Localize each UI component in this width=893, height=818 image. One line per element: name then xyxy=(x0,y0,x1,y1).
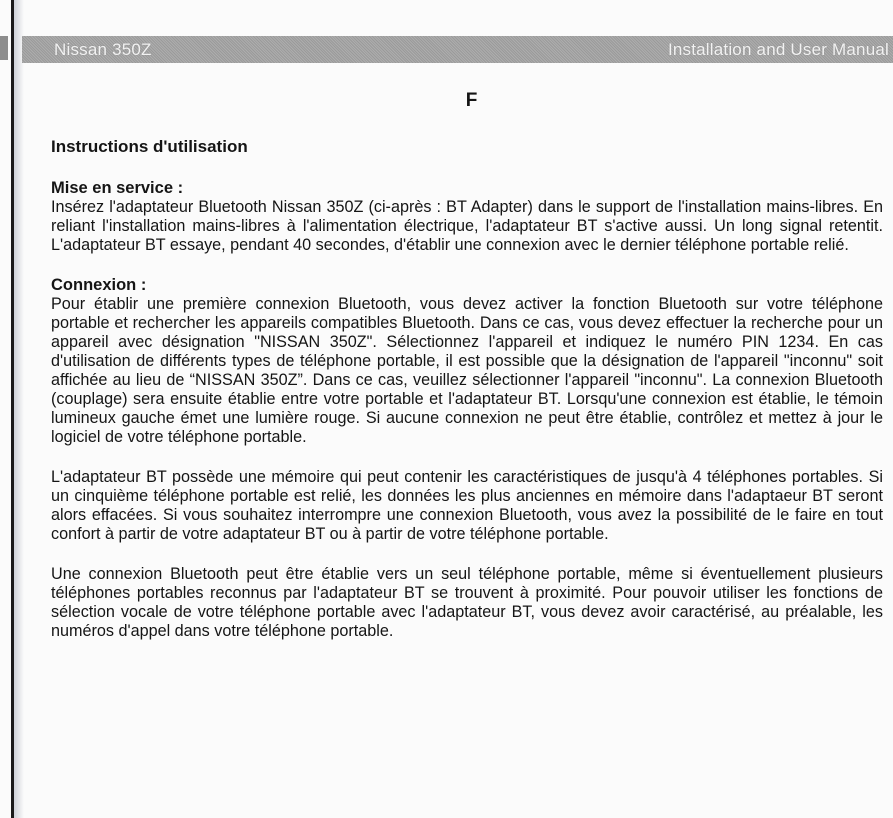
header-product-name: Nissan 350Z xyxy=(54,39,152,59)
page-title: Instructions d'utilisation xyxy=(51,137,248,156)
paragraph-single-connection xyxy=(51,565,883,641)
body-paragraph: Une connexion Bluetooth peut être établie vers un seul téléphone portable, même si éventuellement plusieurs téléphones portables reconnus par l'adaptateur BT se trouvent à proximité. Pour pouvoir utiliser les fonctions de sélection vocale de votre téléphone portable avec l'adaptateur BT, vous devez avoir caractérisé, au préalable, les numéros d'appel dans votre téléphone portable. xyxy=(51,565,883,640)
section-mise-en-service xyxy=(51,179,883,255)
page-binding-shadow xyxy=(14,0,24,818)
section-body: Pour établir une première connexion Bluetooth, vous devez activer la fonction Bluetooth sur votre téléphone portable et rechercher les appareils compatibles Bluetooth. Dans ce cas, vous devez effectuer la recherche pour un appareil avec désignation "NISSAN 350Z". Sélectionnez l'appareil et indiquez le numéro PIN 1234. En cas d'utilisation de différents types de téléphone portable, il est possible que la désignation de l'appareil "inconnu" soit affichée au lieu de “NISSAN 350Z”. Dans ce cas, veuillez sélectionner l'appareil "inconnu". La connexion Bluetooth (couplage) sera ensuite établie entre votre portable et l'adaptateur BT. Lorsqu'une connexion est établie, le témoin lumineux gauche émet une lumière rouge. Si aucune connexion ne peut être établie, contrôlez et mettez à jour le logiciel de votre téléphone portable. xyxy=(51,295,883,446)
paragraph-memory xyxy=(51,468,883,544)
page-content xyxy=(51,137,883,662)
section-heading: Mise en service : xyxy=(51,179,184,197)
section-heading: Connexion : xyxy=(51,276,147,294)
header-manual-title: Installation and User Manual xyxy=(667,39,889,59)
running-header xyxy=(22,36,893,63)
section-connexion xyxy=(51,276,883,447)
language-section-letter: F xyxy=(465,90,478,111)
page-edge-tab xyxy=(0,36,8,60)
section-body: Insérez l'adaptateur Bluetooth Nissan 350Z (ci-après : BT Adapter) dans le support de l'installation mains-libres. En reliant l'installation mains-libres à l'alimentation électrique, l'adaptateur BT s'active aussi. Un long signal retentit. L'adaptateur BT essaye, pendant 40 secondes, d'établir une connexion avec le dernier téléphone portable relié. xyxy=(51,198,883,254)
body-paragraph: L'adaptateur BT possède une mémoire qui peut contenir les caractéristiques de jusqu'à 4 téléphones portables. Si un cinquième téléphone portable est relié, les données les plus anciennes en mémoire dans l'adaptaeur BT seront alors effacées. Si vous souhaitez interrompre une connexion Bluetooth, vous avez la possibilité de le faire en tout confort à partir de votre adaptateur BT ou à partir de votre téléphone portable. xyxy=(51,468,883,543)
